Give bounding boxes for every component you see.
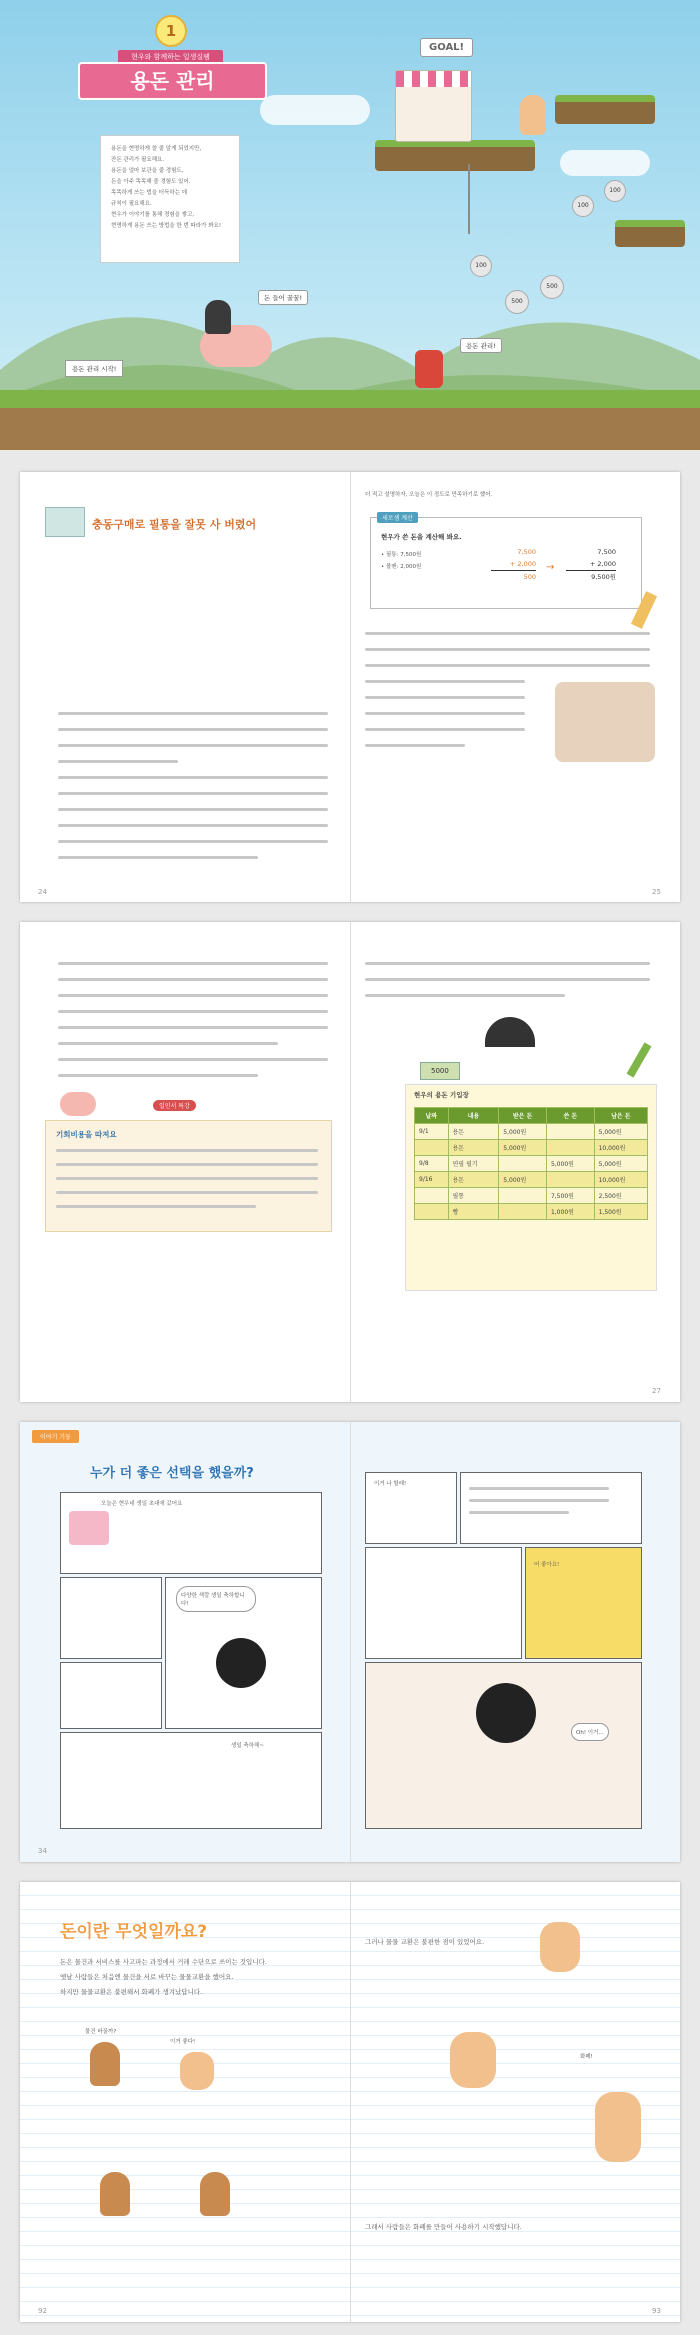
speech-bubble: 이거 좋다! <box>170 2039 196 2045</box>
intro-line: 규칙이 필요해요. <box>111 201 152 207</box>
caveman-character <box>100 2172 130 2216</box>
calc-col <box>491 546 536 583</box>
ledger-cell <box>499 1188 547 1204</box>
coin-icon: 500 <box>540 275 564 299</box>
ledger-cell: 용돈 <box>448 1140 499 1156</box>
ledger-table <box>414 1107 648 1220</box>
ledger-cell: 연필 필기 <box>448 1156 499 1172</box>
intro-line: 용돈을 현명하게 쓸 줄 알게 되었지만, <box>111 146 202 152</box>
hills <box>0 250 700 450</box>
body-line: 돈은 물건과 서비스를 사고파는 과정에서 거래 수단으로 쓰이는 것입니다. <box>60 1958 267 1966</box>
opportunity-cost-box <box>45 1120 332 1232</box>
comic-panel <box>60 1662 162 1729</box>
ledger-cell: 10,000원 <box>594 1140 647 1156</box>
comic-panel <box>365 1472 457 1544</box>
body-line: 하지만 물물교환은 불편해서 화폐가 생겨났답니다. <box>60 1988 203 1996</box>
calc-value: 9,500원 <box>566 570 616 583</box>
goal-flag-icon: GOAL! <box>420 38 473 57</box>
intro-line: 똑똑하게 쓰는 법을 터득하는 데 <box>111 190 188 196</box>
cake-illustration <box>69 1511 109 1545</box>
money-note: 5000 <box>420 1062 460 1080</box>
spread-what-is-money <box>20 1882 680 2322</box>
calc-value: + 2,000 <box>509 560 536 568</box>
page-number: 93 <box>652 2307 661 2315</box>
coin-icon: 100 <box>470 255 492 277</box>
comic-panel <box>165 1577 322 1729</box>
cat-character <box>180 2052 214 2090</box>
ledger-cell: 1,500원 <box>594 1204 647 1220</box>
ledger-cell <box>499 1156 547 1172</box>
calc-col <box>566 546 616 583</box>
boy-character <box>205 300 231 334</box>
comic-panel <box>525 1547 642 1659</box>
ledger-cell: 5,000원 <box>499 1140 547 1156</box>
comic-caption: 오늘은 현우네 생일 초대에 갔어요 <box>101 1501 183 1507</box>
speech-bubble: 화폐! <box>580 2054 593 2060</box>
comic-panel <box>60 1732 322 1829</box>
ribbon-title: 용돈 관리 <box>78 62 267 100</box>
cloud <box>260 95 370 125</box>
boy-peeking <box>485 1017 535 1047</box>
comic-panel <box>60 1492 322 1574</box>
start-sign: 용돈 관리 시작! <box>65 360 123 377</box>
cat-character <box>450 2032 496 2088</box>
cat-character <box>540 1922 580 1972</box>
table-row <box>415 1204 648 1220</box>
table-row <box>415 1140 648 1156</box>
intro-line: 돈을 아주 똑똑해 줄 경험도 있어. <box>111 179 191 185</box>
ledger-cell: 9/16 <box>415 1172 449 1188</box>
intro-line: 용돈을 얼마 보관을 줄 경험도, <box>111 168 184 174</box>
ledger-cell <box>415 1188 449 1204</box>
comic-panel <box>365 1662 642 1829</box>
ledger-cell: 7,500원 <box>546 1188 594 1204</box>
ledger-cell: 5,000원 <box>594 1156 647 1172</box>
ledger-cell <box>499 1204 547 1220</box>
calc-item: • 볼펜: 2,000원 <box>381 564 422 570</box>
robot-speech: 용돈 관리! <box>460 338 502 353</box>
page-number: 34 <box>38 1847 47 1855</box>
caveman-character <box>200 2172 230 2216</box>
ledger-header: 쓴 돈 <box>546 1108 594 1124</box>
ledger-cell: 5,000원 <box>594 1124 647 1140</box>
ledger-cell <box>546 1124 594 1140</box>
ledger-cell: 5,000원 <box>499 1172 547 1188</box>
intro-line: 현명하게 용돈 쓰는 방법을 한 번 따라가 봐요! <box>111 223 222 229</box>
body-line: 그래서 사람들은 화폐를 만들어 사용하기 시작했답니다. <box>365 2223 522 2231</box>
table-row <box>415 1124 648 1140</box>
coin-icon: 100 <box>604 180 626 202</box>
goal-shop <box>395 70 472 142</box>
body-line: 옛날 사람들은 처음엔 물건을 서로 바꾸는 물물교환을 했어요. <box>60 1973 234 1981</box>
intro-line: 현우가 이야기를 통해 경험을 쌓고, <box>111 212 195 218</box>
floating-platform <box>615 220 685 247</box>
comic-panel <box>460 1472 642 1544</box>
chapter-badge: 1 <box>155 15 187 47</box>
ledger-header: 날짜 <box>415 1108 449 1124</box>
pig-speech: 돈 들어 꿀꿀! <box>258 290 308 305</box>
cover-spread <box>0 0 700 450</box>
intro-line: 잔돈 관리가 필요해요. <box>111 157 165 163</box>
stationery-illustration <box>555 682 655 762</box>
ledger-card <box>405 1084 657 1291</box>
calc-arrow: → <box>546 562 555 573</box>
intro-scroll <box>100 135 240 263</box>
ledger-cell: 필통 <box>448 1188 499 1204</box>
section-heading: 충동구매로 필통을 잘못 사 버렸어 <box>92 518 257 531</box>
ledger-cell <box>546 1172 594 1188</box>
comic-panel <box>60 1577 162 1659</box>
ledger-cell: 5,000원 <box>546 1156 594 1172</box>
calc-box <box>370 517 642 609</box>
floating-platform <box>555 95 655 124</box>
comic-panel <box>365 1547 522 1659</box>
table-row <box>415 1172 648 1188</box>
ledger-cell: 1,000원 <box>546 1204 594 1220</box>
speech-bubble: Oh! 이거... <box>571 1723 609 1741</box>
body-line: 그러나 물물 교환은 불편한 점이 있었어요. <box>365 1938 485 1946</box>
calc-value: 7,500 <box>597 548 616 556</box>
ledger-cell: 9/1 <box>415 1124 449 1140</box>
claw-arm <box>468 164 470 234</box>
pencil-icon <box>627 1042 652 1077</box>
cat-character <box>595 2092 641 2162</box>
speech-bubble: 이거 나 할래! <box>374 1481 407 1487</box>
ledger-cell: 용돈 <box>448 1172 499 1188</box>
page-number: 24 <box>38 888 47 896</box>
ribbon-subtitle: 현우와 함께하는 일생실팸 <box>118 50 223 64</box>
box-tag: 일인서 특강 <box>153 1100 196 1111</box>
coin-icon: 500 <box>505 290 529 314</box>
speech-bubble: 생일 축하해~ <box>231 1743 264 1749</box>
ledger-title: 현우의 용돈 기입장 <box>414 1091 469 1099</box>
ledger-cell: 용돈 <box>448 1124 499 1140</box>
ledger-header: 남은 돈 <box>594 1108 647 1124</box>
calc-value: + 2,000 <box>589 560 616 568</box>
ledger-cell: 2,500원 <box>594 1188 647 1204</box>
ledger-cell <box>415 1140 449 1156</box>
calc-item: • 필통: 7,500원 <box>381 552 422 558</box>
speech-bubble: 다양한 색깔 생일 축하합니다! <box>176 1586 256 1612</box>
section-title: 돈이란 무엇일까요? <box>60 1922 208 1942</box>
shop-illustration <box>45 507 85 537</box>
girl-character <box>476 1683 536 1743</box>
speech-bubble: 어 좋아요! <box>534 1562 560 1568</box>
ledger-cell: 빵 <box>448 1204 499 1220</box>
ledger-cell <box>546 1140 594 1156</box>
girl-character <box>216 1638 266 1688</box>
ledger-header: 받은 돈 <box>499 1108 547 1124</box>
table-row <box>415 1188 648 1204</box>
story-tab: 이야기 기둥 <box>32 1430 79 1443</box>
ledger-cell: 10,000원 <box>594 1172 647 1188</box>
page-number: 25 <box>652 888 661 896</box>
coin-icon: 100 <box>572 195 594 217</box>
speech-bubble: 물건 바꿀까? <box>85 2029 117 2035</box>
cat-character <box>520 95 546 135</box>
robot-icon <box>415 350 443 388</box>
comic-title: 누가 더 좋은 선택을 했을까? <box>90 1466 254 1481</box>
page-number: 92 <box>38 2307 47 2315</box>
ledger-cell <box>415 1204 449 1220</box>
caveman-character <box>90 2042 120 2086</box>
spread-impulse-buy <box>20 472 680 902</box>
table-row <box>415 1156 648 1172</box>
page-number: 27 <box>652 1387 661 1395</box>
calc-tag: 세로셈 계산 <box>377 512 418 523</box>
calc-value: 500 <box>491 570 536 583</box>
ledger-cell: 9/8 <box>415 1156 449 1172</box>
floating-platform <box>375 140 535 171</box>
ledger-cell: 5,000원 <box>499 1124 547 1140</box>
calc-title: 현우가 쓴 돈을 계산해 봐요. <box>381 533 462 541</box>
box-title: 기회비용을 따져요 <box>56 1130 117 1139</box>
spread-comic <box>20 1422 680 1862</box>
pig-icon <box>60 1092 96 1116</box>
spread-ledger <box>20 922 680 1402</box>
ledger-header: 내용 <box>448 1108 499 1124</box>
cloud <box>560 150 650 176</box>
calc-value: 7,500 <box>517 548 536 556</box>
right-top-line: 더 적고 설명하자, 오늘은 이 정도로 만족하기로 했어. <box>365 492 493 498</box>
